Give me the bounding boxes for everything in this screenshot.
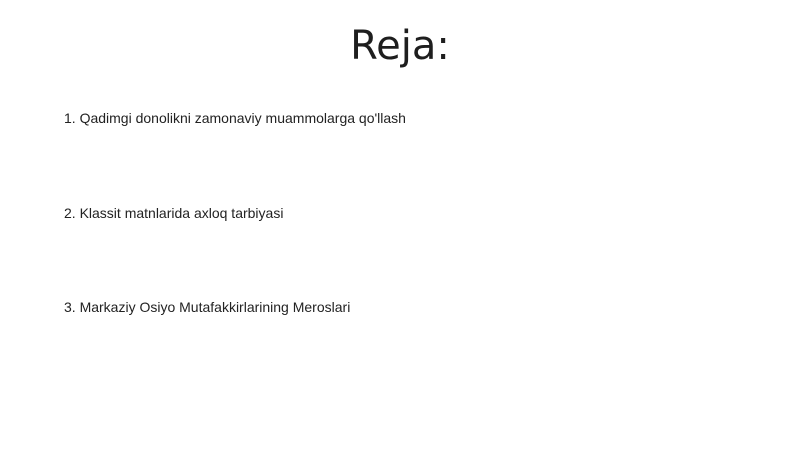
slide-title: Reja: <box>350 23 450 69</box>
plan-item-2: 2. Klassit matnlarida axloq tarbiyasi <box>64 205 284 221</box>
plan-item-1: 1. Qadimgi donolikni zamonaviy muammolarga qo'llash <box>64 110 406 126</box>
plan-item-3: 3. Markaziy Osiyo Mutafakkirlarining Meroslari <box>64 299 351 315</box>
